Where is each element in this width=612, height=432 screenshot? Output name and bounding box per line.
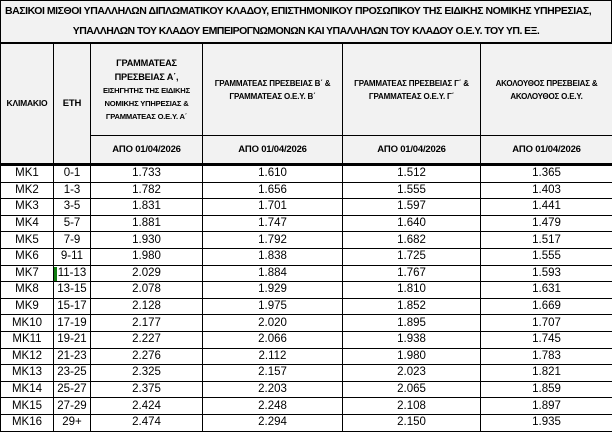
salary-a-cell[interactable] xyxy=(91,282,203,299)
salary-c-cell-value: 2.150 xyxy=(397,416,426,428)
table-row xyxy=(1,381,612,398)
salary-d-cell[interactable] xyxy=(481,215,612,232)
salary-c-cell-value: 1.810 xyxy=(397,283,426,295)
years-cell[interactable] xyxy=(54,331,91,348)
salary-a-cell-value: 2.276 xyxy=(132,350,161,362)
salary-b-cell-value: 1.884 xyxy=(258,267,287,279)
years-cell[interactable] xyxy=(54,348,91,365)
years-cell[interactable] xyxy=(54,282,91,299)
table-row xyxy=(1,232,612,249)
salary-b-cell[interactable] xyxy=(203,182,343,199)
years-cell-value: 15-17 xyxy=(57,300,86,312)
salary-c-cell-value: 1.682 xyxy=(397,234,426,246)
salary-a-cell-value: 2.474 xyxy=(132,416,161,428)
salary-a-cell-value: 1.980 xyxy=(132,250,161,262)
salary-d-cell[interactable] xyxy=(481,315,612,332)
header-col-a[interactable] xyxy=(91,44,203,136)
salary-a-cell[interactable] xyxy=(91,381,203,398)
salary-c-cell-value: 1.512 xyxy=(397,167,426,179)
years-cell-value: 21-23 xyxy=(57,350,86,362)
salary-b-cell-value: 2.020 xyxy=(258,317,287,329)
salary-a-cell[interactable] xyxy=(91,265,203,282)
table-row xyxy=(1,365,612,382)
years-cell-value: 23-25 xyxy=(57,366,86,378)
table-row xyxy=(1,348,612,365)
table-row xyxy=(1,398,612,415)
salary-c-cell-value: 1.895 xyxy=(397,317,426,329)
table-body xyxy=(1,165,612,432)
step-cell-value: ΜΚ16 xyxy=(12,416,42,428)
step-cell[interactable] xyxy=(1,199,54,216)
years-cell-value: 9-11 xyxy=(61,250,83,262)
salary-a-cell-value: 2.029 xyxy=(132,267,161,279)
salary-b-cell-value: 1.656 xyxy=(258,184,287,196)
salary-b-cell[interactable] xyxy=(203,381,343,398)
step-cell[interactable] xyxy=(1,398,54,415)
years-cell-value: 13-15 xyxy=(57,283,86,295)
salary-c-cell-value: 2.108 xyxy=(397,400,426,412)
salary-b-cell-value: 1.701 xyxy=(258,200,287,212)
salary-d-cell[interactable] xyxy=(481,331,612,348)
salary-b-cell-value: 1.747 xyxy=(258,217,287,229)
salary-d-cell-value: 1.441 xyxy=(532,200,561,212)
header-col-d-text: ΑΚΟΛΟΥΘΟΣ ΠΡΕΣΒΕΙΑΣ & ΑΚΟΛΟΥΘΟΣ Ο.Ε.Υ. xyxy=(481,77,612,103)
step-cell[interactable] xyxy=(1,248,54,265)
years-cell[interactable] xyxy=(54,265,91,282)
salary-d-cell-value: 1.669 xyxy=(532,300,561,312)
salary-a-cell[interactable] xyxy=(91,298,203,315)
step-cell-value: ΜΚ15 xyxy=(12,400,42,412)
salary-c-cell-value: 2.065 xyxy=(397,383,426,395)
salary-d-cell-value: 1.479 xyxy=(532,217,561,229)
table-row xyxy=(1,182,612,199)
step-cell-value: ΜΚ14 xyxy=(12,383,42,395)
salary-c-cell[interactable] xyxy=(343,381,481,398)
salary-d-cell-value: 1.365 xyxy=(532,167,561,179)
salary-a-cell-value: 1.782 xyxy=(132,184,161,196)
header-row xyxy=(1,44,612,136)
step-cell[interactable] xyxy=(1,348,54,365)
salary-b-cell[interactable] xyxy=(203,265,343,282)
years-cell[interactable] xyxy=(54,398,91,415)
years-cell-value: 5-7 xyxy=(64,217,81,229)
header-col-c[interactable] xyxy=(343,44,481,136)
title-line-2: ΥΠΑΛΛΗΛΩΝ ΤΟΥ ΚΛΑΔΟΥ ΕΜΠΕΙΡΟΓΝΩΜΟΝΩΝ ΚΑΙ ΥΠΑΛΛΗΛΩΝ ΤΟΥ ΚΛΑΔΟΥ Ο.Ε.Υ. ΤΟΥ ΥΠ. ΕΞ. xyxy=(1,25,611,37)
title-cell[interactable] xyxy=(0,0,612,44)
step-cell-value: ΜΚ9 xyxy=(15,300,39,312)
header-col-c-text: ΓΡΑΜΜΑΤΕΑΣ ΠΡΕΣΒΕΙΑΣ Γ΄ & ΓΡΑΜΜΑΤΕΑΣ Ο.Ε.Υ. Γ΄ xyxy=(343,77,480,103)
table-row xyxy=(1,298,612,315)
years-cell-value: 29+ xyxy=(62,416,82,428)
years-cell[interactable] xyxy=(54,165,91,183)
salary-a-cell-value: 1.831 xyxy=(132,200,161,212)
header-col-b-text: ΓΡΑΜΜΑΤΕΑΣ ΠΡΕΣΒΕΙΑΣ Β΄ & ΓΡΑΜΜΑΤΕΑΣ Ο.Ε.Υ. Β΄ xyxy=(203,77,342,103)
years-cell[interactable] xyxy=(54,414,91,431)
salary-a-cell[interactable] xyxy=(91,315,203,332)
salary-b-cell[interactable] xyxy=(203,331,343,348)
salary-a-cell-value: 2.078 xyxy=(132,283,161,295)
salary-d-cell[interactable] xyxy=(481,232,612,249)
salary-a-cell[interactable] xyxy=(91,331,203,348)
salary-c-cell[interactable] xyxy=(343,232,481,249)
years-cell[interactable] xyxy=(54,298,91,315)
salary-b-cell[interactable] xyxy=(203,365,343,382)
salary-d-cell-value: 1.859 xyxy=(532,383,561,395)
step-cell[interactable] xyxy=(1,232,54,249)
step-cell-value: ΜΚ11 xyxy=(12,333,41,345)
salary-a-cell[interactable] xyxy=(91,165,203,183)
salary-d-cell-value: 1.783 xyxy=(532,350,561,362)
salary-c-cell[interactable] xyxy=(343,248,481,265)
years-cell[interactable] xyxy=(54,182,91,199)
step-cell[interactable] xyxy=(1,315,54,332)
salary-a-cell-value: 1.930 xyxy=(132,234,161,246)
table-row xyxy=(1,414,612,431)
salary-table xyxy=(0,43,612,432)
step-cell-value: ΜΚ2 xyxy=(15,184,39,196)
salary-c-cell[interactable] xyxy=(343,315,481,332)
step-cell-value: ΜΚ1 xyxy=(15,167,39,179)
salary-d-cell[interactable] xyxy=(481,265,612,282)
salary-a-cell-value: 2.424 xyxy=(132,400,161,412)
salary-c-cell[interactable] xyxy=(343,414,481,431)
salary-a-cell-value: 2.128 xyxy=(132,300,161,312)
salary-c-cell-value: 1.555 xyxy=(397,184,426,196)
table-row xyxy=(1,282,612,299)
years-cell[interactable] xyxy=(54,248,91,265)
step-cell[interactable] xyxy=(1,182,54,199)
step-cell-value: ΜΚ3 xyxy=(15,200,39,212)
salary-d-cell-value: 1.821 xyxy=(532,366,561,378)
table-row xyxy=(1,265,612,282)
salary-d-cell[interactable] xyxy=(481,414,612,431)
step-cell-value: ΜΚ6 xyxy=(15,250,39,262)
salary-c-cell-value: 1.980 xyxy=(397,350,426,362)
header-eth[interactable]: ΕΤΗ xyxy=(54,44,91,165)
years-cell-value: 25-27 xyxy=(57,383,86,395)
header-date-b[interactable]: ΑΠΟ 01/04/2026 xyxy=(203,136,343,165)
header-date-d[interactable]: ΑΠΟ 01/04/2026 xyxy=(481,136,612,165)
salary-c-cell-value: 1.597 xyxy=(397,200,426,212)
salary-c-cell[interactable] xyxy=(343,282,481,299)
years-cell[interactable] xyxy=(54,381,91,398)
salary-b-cell[interactable] xyxy=(203,282,343,299)
salary-c-cell[interactable] xyxy=(343,165,481,183)
salary-a-cell-value: 2.375 xyxy=(132,383,161,395)
salary-b-cell[interactable] xyxy=(203,315,343,332)
salary-d-cell-value: 1.555 xyxy=(532,250,561,262)
salary-c-cell-value: 1.852 xyxy=(397,300,426,312)
salary-a-cell-value: 1.881 xyxy=(132,217,161,229)
salary-a-cell-value: 2.325 xyxy=(132,366,161,378)
step-cell-value: ΜΚ13 xyxy=(12,366,42,378)
years-cell-value: 17-19 xyxy=(57,317,86,329)
salary-b-cell[interactable] xyxy=(203,248,343,265)
cell-marker-icon xyxy=(54,267,57,281)
salary-d-cell[interactable] xyxy=(481,199,612,216)
step-cell[interactable] xyxy=(1,282,54,299)
years-cell-value: 3-5 xyxy=(64,200,81,212)
salary-d-cell-value: 1.897 xyxy=(532,400,561,412)
table-row xyxy=(1,248,612,265)
salary-a-cell[interactable] xyxy=(91,398,203,415)
salary-b-cell-value: 1.838 xyxy=(258,250,287,262)
salary-d-cell[interactable] xyxy=(481,182,612,199)
header-date-row xyxy=(1,136,612,165)
years-cell[interactable] xyxy=(54,199,91,216)
salary-a-cell[interactable] xyxy=(91,414,203,431)
years-cell-value: 11-13 xyxy=(58,267,87,279)
salary-c-cell[interactable] xyxy=(343,182,481,199)
salary-c-cell-value: 1.640 xyxy=(397,217,426,229)
header-col-d[interactable] xyxy=(481,44,612,136)
salary-b-cell[interactable] xyxy=(203,298,343,315)
salary-d-cell-value: 1.707 xyxy=(532,317,561,329)
salary-d-cell-value: 1.935 xyxy=(532,416,561,428)
salary-a-cell[interactable] xyxy=(91,182,203,199)
salary-c-cell-value: 1.725 xyxy=(397,250,426,262)
years-cell-value: 0-1 xyxy=(64,167,81,179)
step-cell-value: ΜΚ10 xyxy=(12,317,42,329)
salary-c-cell[interactable] xyxy=(343,215,481,232)
step-cell[interactable] xyxy=(1,215,54,232)
salary-b-cell[interactable] xyxy=(203,414,343,431)
salary-a-cell-value: 2.227 xyxy=(132,333,161,345)
step-cell-value: ΜΚ4 xyxy=(15,217,39,229)
step-cell[interactable] xyxy=(1,165,54,183)
table-row xyxy=(1,315,612,332)
step-cell[interactable] xyxy=(1,365,54,382)
step-cell-value: ΜΚ5 xyxy=(15,234,39,246)
salary-d-cell[interactable] xyxy=(481,165,612,183)
title-line-1: ΒΑΣΙΚΟΙ ΜΙΣΘΟΙ ΥΠΑΛΛΗΛΩΝ ΔΙΠΛΩΜΑΤΙΚΟΥ ΚΛΑΔΟΥ, ΕΠΙΣΤΗΜΟΝΙΚΟΥ ΠΡΟΣΩΠΙΚΟΥ ΤΗΣ ΕΙΔΙΚΗΣ ΝΟΜΙΚΗΣ ΥΠΗΡΕΣΙΑΣ, xyxy=(5,5,591,17)
header-date-c[interactable]: ΑΠΟ 01/04/2026 xyxy=(343,136,481,165)
step-cell-value: ΜΚ8 xyxy=(15,283,39,295)
header-col-a-line2: ΠΡΕΣΒΕΙΑΣ Α΄, xyxy=(91,70,202,84)
salary-a-cell[interactable] xyxy=(91,348,203,365)
salary-b-cell-value: 2.112 xyxy=(259,350,287,362)
salary-b-cell-value: 2.294 xyxy=(258,416,287,428)
step-cell[interactable] xyxy=(1,331,54,348)
salary-d-cell[interactable] xyxy=(481,282,612,299)
salary-d-cell[interactable] xyxy=(481,365,612,382)
salary-d-cell-value: 1.517 xyxy=(532,234,561,246)
years-cell-value: 1-3 xyxy=(64,184,81,196)
table-row xyxy=(1,215,612,232)
salary-d-cell-value: 1.403 xyxy=(532,184,561,196)
table-row xyxy=(1,165,612,183)
header-col-a-line1: ΓΡΑΜΜΑΤΕΑΣ xyxy=(91,56,202,70)
header-date-a[interactable]: ΑΠΟ 01/04/2026 xyxy=(91,136,203,165)
years-cell[interactable] xyxy=(54,232,91,249)
salary-a-cell[interactable] xyxy=(91,365,203,382)
salary-d-cell[interactable] xyxy=(481,381,612,398)
salary-c-cell-value: 1.767 xyxy=(397,267,426,279)
salary-b-cell[interactable] xyxy=(203,215,343,232)
header-col-a-line3: ΕΙΣΗΓΗΤΗΣ ΤΗΣ ΕΙΔΙΚΗΣ ΝΟΜΙΚΗΣ ΥΠΗΡΕΣΙΑΣ & ΓΡΑΜΜΑΤΕΑΣ Ο.Ε.Υ. Α΄ xyxy=(91,84,202,123)
salary-c-cell[interactable] xyxy=(343,265,481,282)
salary-b-cell-value: 1.610 xyxy=(258,167,287,179)
salary-b-cell-value: 2.248 xyxy=(258,400,287,412)
salary-c-cell[interactable] xyxy=(343,398,481,415)
years-cell[interactable] xyxy=(54,365,91,382)
salary-d-cell-value: 1.745 xyxy=(532,333,561,345)
salary-b-cell-value: 2.066 xyxy=(258,333,287,345)
salary-d-cell[interactable] xyxy=(481,398,612,415)
salary-d-cell[interactable] xyxy=(481,248,612,265)
salary-d-cell[interactable] xyxy=(481,298,612,315)
salary-a-cell-value: 1.733 xyxy=(132,167,161,179)
salary-c-cell[interactable] xyxy=(343,331,481,348)
salary-b-cell-value: 2.157 xyxy=(258,366,287,378)
salary-c-cell-value: 1.938 xyxy=(397,333,426,345)
salary-c-cell-value: 2.023 xyxy=(397,366,426,378)
salary-a-cell[interactable] xyxy=(91,248,203,265)
salary-c-cell[interactable] xyxy=(343,348,481,365)
years-cell[interactable] xyxy=(54,315,91,332)
salary-d-cell-value: 1.631 xyxy=(532,283,561,295)
salary-b-cell[interactable] xyxy=(203,165,343,183)
years-cell-value: 19-21 xyxy=(57,333,86,345)
step-cell-value: ΜΚ7 xyxy=(15,267,39,279)
salary-b-cell-value: 1.792 xyxy=(258,234,287,246)
table-row xyxy=(1,199,612,216)
salary-b-cell-value: 2.203 xyxy=(258,383,287,395)
salary-b-cell[interactable] xyxy=(203,398,343,415)
step-cell[interactable] xyxy=(1,298,54,315)
salary-b-cell[interactable] xyxy=(203,232,343,249)
salary-c-cell[interactable] xyxy=(343,365,481,382)
salary-a-cell-value: 2.177 xyxy=(132,317,161,329)
step-cell[interactable] xyxy=(1,265,54,282)
years-cell[interactable] xyxy=(54,215,91,232)
salary-c-cell[interactable] xyxy=(343,298,481,315)
salary-b-cell-value: 1.975 xyxy=(258,300,287,312)
salary-a-cell[interactable] xyxy=(91,232,203,249)
salary-a-cell[interactable] xyxy=(91,215,203,232)
header-col-b[interactable] xyxy=(203,44,343,136)
table-row xyxy=(1,331,612,348)
header-klimakio[interactable]: ΚΛΙΜΑΚΙΟ xyxy=(1,44,54,165)
salary-b-cell-value: 1.929 xyxy=(258,283,287,295)
salary-b-cell[interactable] xyxy=(203,348,343,365)
step-cell[interactable] xyxy=(1,414,54,431)
step-cell-value: ΜΚ12 xyxy=(12,350,42,362)
salary-c-cell[interactable] xyxy=(343,199,481,216)
years-cell-value: 27-29 xyxy=(57,400,86,412)
salary-d-cell-value: 1.593 xyxy=(532,267,561,279)
salary-d-cell[interactable] xyxy=(481,348,612,365)
salary-b-cell[interactable] xyxy=(203,199,343,216)
step-cell[interactable] xyxy=(1,381,54,398)
salary-a-cell[interactable] xyxy=(91,199,203,216)
years-cell-value: 7-9 xyxy=(64,234,81,246)
